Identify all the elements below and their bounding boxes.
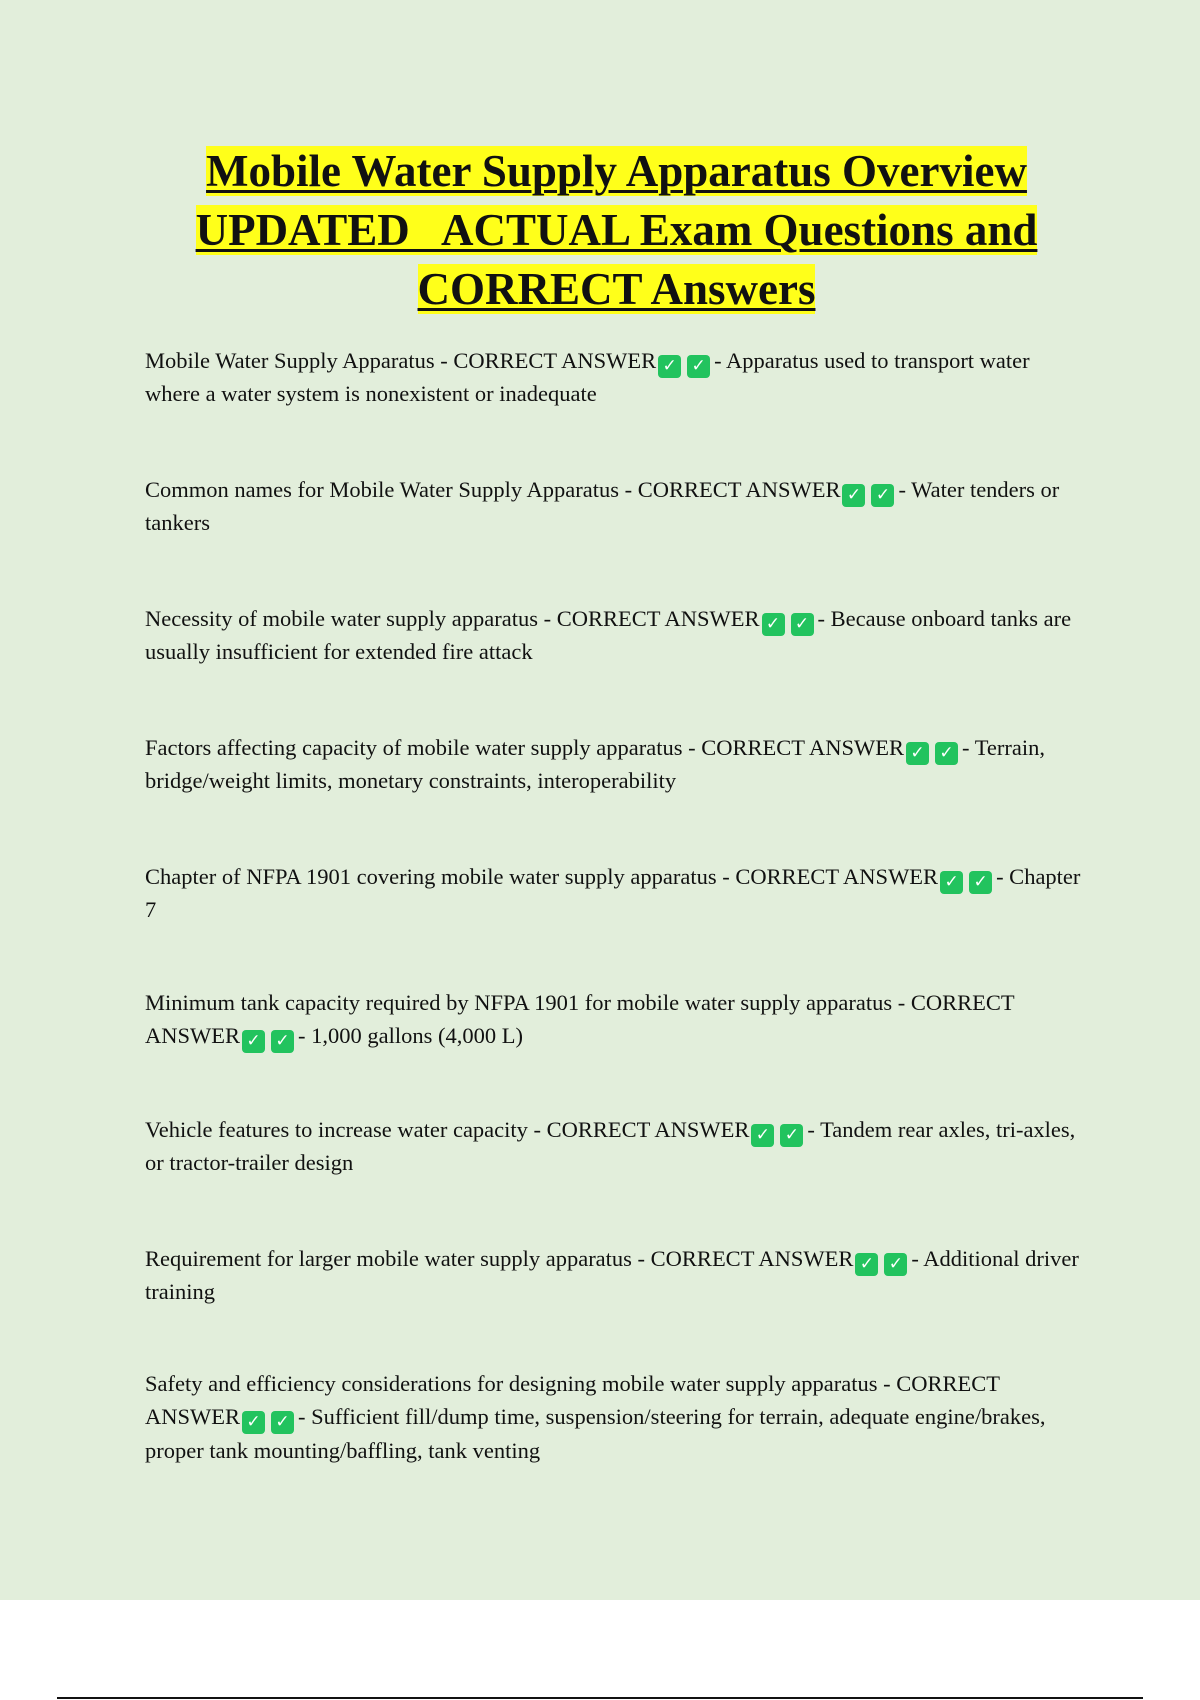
- check-box-icon: ✓: [271, 1411, 294, 1434]
- answer-text: - Water tenders or tankers: [145, 477, 1060, 535]
- qa-item: [145, 603, 1090, 667]
- qa-item: [145, 1114, 1090, 1178]
- check-box-icon: ✓: [751, 1124, 774, 1147]
- check-box-icon: ✓: [884, 1253, 907, 1276]
- question-text: Requirement for larger mobile water supply apparatus - CORRECT ANSWER: [145, 1246, 854, 1271]
- question-text: Minimum tank capacity required by NFPA 1901 for mobile water supply apparatus - CORRECT ANSWER: [145, 990, 1015, 1048]
- question-text: Necessity of mobile water supply apparatus - CORRECT ANSWER: [145, 606, 760, 631]
- document-title: [140, 142, 1093, 319]
- answer-text: - Additional driver training: [145, 1246, 1079, 1304]
- check-box-icon: ✓: [658, 355, 681, 378]
- check-box-icon: ✓: [780, 1124, 803, 1147]
- check-box-icon: ✓: [687, 355, 710, 378]
- answer-text: - 1,000 gallons (4,000 L): [298, 1023, 523, 1048]
- answer-text: - Sufficient fill/dump time, suspension/steering for terrain, adequate engine/brakes, proper tank mounting/baffling, tank venting: [145, 1404, 1046, 1463]
- title-line: CORRECT Answers: [417, 264, 816, 314]
- qa-item: [145, 1367, 1090, 1467]
- answer-text: - Apparatus used to transport water where a water system is nonexistent or inadequate: [145, 348, 1030, 406]
- question-text: Factors affecting capacity of mobile water supply apparatus - CORRECT ANSWER: [145, 735, 905, 760]
- answer-text: - Because onboard tanks are usually insufficient for extended fire attack: [145, 606, 1072, 664]
- check-box-icon: ✓: [242, 1030, 265, 1053]
- check-box-icon: ✓: [791, 613, 814, 636]
- question-text: Chapter of NFPA 1901 covering mobile water supply apparatus - CORRECT ANSWER: [145, 864, 939, 889]
- question-text: Vehicle features to increase water capacity - CORRECT ANSWER: [145, 1117, 750, 1142]
- question-text: Safety and efficiency considerations for designing mobile water supply apparatus - CORRECT ANSWER: [145, 1371, 1000, 1429]
- check-box-icon: ✓: [940, 871, 963, 894]
- check-box-icon: ✓: [935, 742, 958, 765]
- qa-item: [145, 474, 1090, 538]
- answer-text: - Terrain, bridge/weight limits, monetary constraints, interoperability: [145, 735, 1045, 793]
- question-text: Common names for Mobile Water Supply Apparatus - CORRECT ANSWER: [145, 477, 841, 502]
- check-box-icon: ✓: [242, 1411, 265, 1434]
- check-box-icon: ✓: [271, 1030, 294, 1053]
- title-line: Mobile Water Supply Apparatus Overview: [206, 146, 1027, 196]
- qa-item: [145, 345, 1090, 409]
- check-box-icon: ✓: [762, 613, 785, 636]
- check-box-icon: ✓: [906, 742, 929, 765]
- qa-item: [145, 1243, 1090, 1307]
- check-box-icon: ✓: [969, 871, 992, 894]
- question-text: Mobile Water Supply Apparatus - CORRECT ANSWER: [145, 348, 657, 373]
- qa-item: [145, 732, 1090, 796]
- qa-item: [145, 861, 1090, 925]
- footer-divider: [57, 1697, 1143, 1699]
- title-line: UPDATED ACTUAL Exam Questions and: [195, 205, 1038, 255]
- qa-list: [145, 345, 1090, 1467]
- answer-text: - Chapter 7: [145, 864, 1081, 922]
- check-box-icon: ✓: [855, 1253, 878, 1276]
- check-box-icon: ✓: [871, 484, 894, 507]
- check-box-icon: ✓: [842, 484, 865, 507]
- qa-item: [145, 986, 1090, 1053]
- answer-text: - Tandem rear axles, tri-axles, or tractor-trailer design: [145, 1117, 1076, 1175]
